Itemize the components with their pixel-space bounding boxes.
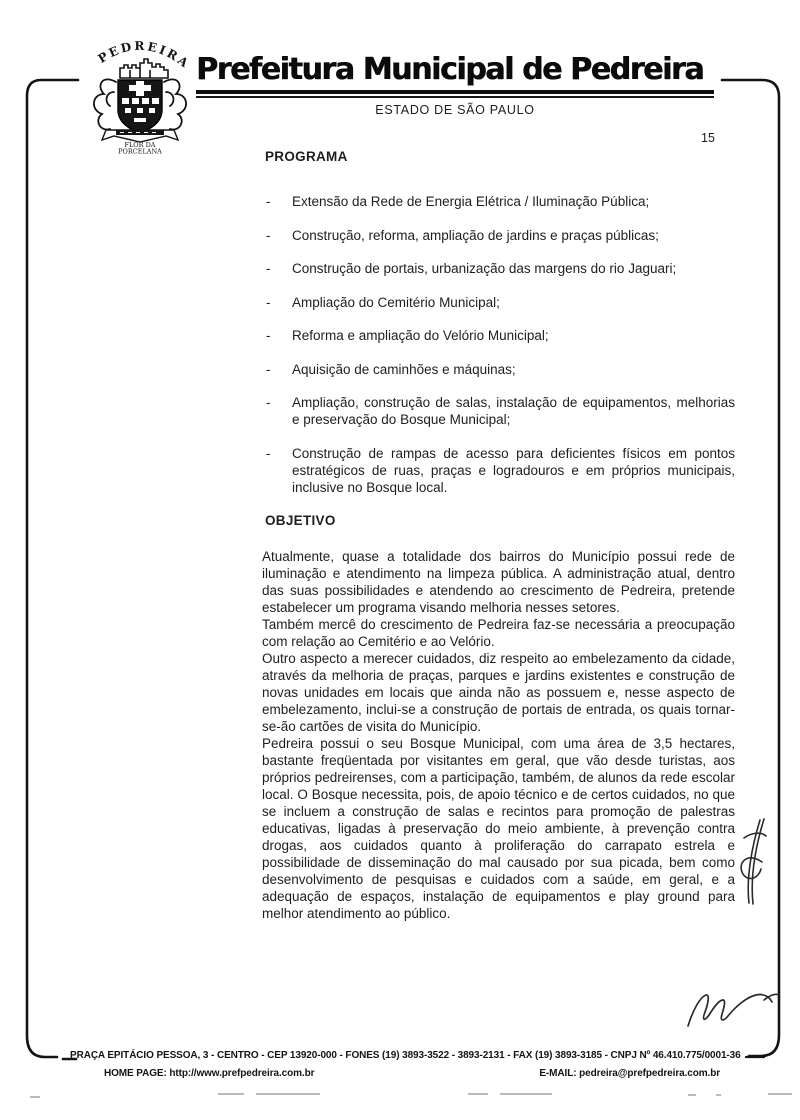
list-item-text: Construção, reforma, ampliação de jardins e praças públicas; xyxy=(292,227,659,243)
logo-motto-line1: FLOR DA xyxy=(124,141,156,149)
list-item xyxy=(262,361,735,378)
document-body xyxy=(262,148,735,922)
list-item-text: Construção de rampas de acesso para deficientes físicos em pontos estratégicos de ruas, praças e logradouros e em próprios municipais, inclusive no Bosque local. xyxy=(292,445,735,495)
title-underline-thick xyxy=(196,90,714,94)
list-item xyxy=(262,327,735,344)
bullet-dash: - xyxy=(266,328,271,343)
page-number: 15 xyxy=(701,131,715,145)
letterhead xyxy=(196,52,714,117)
list-item-text: Construção de portais, urbanização das margens do rio Jaguari; xyxy=(292,261,677,276)
scan-artifact xyxy=(256,1093,320,1095)
state-subtitle: ESTADO DE SÃO PAULO xyxy=(375,102,535,117)
list-item xyxy=(262,227,735,244)
title-underline-thin xyxy=(196,96,714,98)
list-item-text: Aquisição de caminhões e máquinas; xyxy=(292,361,516,377)
footer-email: E-MAIL: pedreira@prefpedreira.com.br xyxy=(539,1068,720,1079)
scan-artifact xyxy=(768,1093,792,1095)
page-title: Prefeitura Municipal de Pedreira xyxy=(196,52,704,87)
objetivo-text xyxy=(262,548,735,922)
coat-of-arms-icon xyxy=(82,30,198,154)
footer-address: PRAÇA EPITÁCIO PESSOA, 3 - CENTRO - CEP 13920-000 - FONES (19) 3893-3522 - 3893-2131 - FAX (19) 3893-3185 - CNPJ Nº 46.410.775/0001-36 xyxy=(70,1050,741,1061)
bullet-dash: - xyxy=(266,261,271,276)
bullet-dash: - xyxy=(266,361,271,377)
list-item-text: Ampliação, construção de salas, instalação de equipamentos, melhorias e preservação do Bosque Municipal; xyxy=(292,395,735,427)
signature-flourish xyxy=(688,994,779,1026)
bullet-dash: - xyxy=(266,445,271,461)
paragraph: Pedreira possui o seu Bosque Municipal, com uma área de 3,5 hectares, bastante freqüentada por visitantes em geral, que vão desde turistas, aos próprios pedreirenses, com a participação, também, de alunos da rede escolar local. O Bosque necessita, pois, de apoio técnico e de certos cuidados, no que se incluem a construção de salas e recintos para promoção de palestras educativas, ligadas à preservação do meio ambiente, à prevenção contra drogas, aos cuidados quanto à proliferação do carrapato estrela e possibilidade de disseminação do mal causado por sua picada, bem como desenvolvimento de pesquisas e cuidados com a saúde, em geral, e a adequação de espaços, instalação de equipamentos e play ground para melhor atendimento ao público. xyxy=(262,736,735,921)
scan-artifact xyxy=(500,1093,552,1095)
bullet-dash: - xyxy=(266,294,271,310)
list-item xyxy=(262,294,735,311)
list-item-text: Extensão da Rede de Energia Elétrica / Iluminação Pública; xyxy=(292,194,650,209)
scan-artifact xyxy=(468,1093,488,1095)
signature-mark xyxy=(741,819,766,904)
scan-artifact xyxy=(716,1094,721,1096)
paragraph: Outro aspecto a merecer cuidados, diz respeito ao embelezamento da cidade, através da melhoria de praças, parques e jardins existentes e construção de novas unidades em locais que ainda não as possuem e, nesse aspecto de embelezamento, inclui-se a construção de portais de entrada, os quais tornar-se-ão cartões de visita do Município. xyxy=(262,651,735,734)
scan-artifact xyxy=(30,1096,40,1098)
list-item xyxy=(262,445,735,496)
bullet-dash: - xyxy=(266,227,271,243)
scan-artifact xyxy=(218,1093,244,1095)
programa-list xyxy=(262,193,735,496)
logo-motto-line2: PORCELANA xyxy=(118,147,162,154)
bullet-dash: - xyxy=(266,395,271,410)
list-item xyxy=(262,260,735,277)
list-item xyxy=(262,193,735,210)
paragraph: Atualmente, quase a totalidade dos bairros do Município possui rede de iluminação e atendimento na limpeza pública. A administração atual, dentro das suas possibilidades e atendendo ao crescimento de Pedreira, pretende estabelecer um programa visando melhoria nesses setores. xyxy=(262,549,735,615)
logo-arc-text: PEDREIRA xyxy=(95,38,193,72)
footer-homepage: HOME PAGE: http://www.prefpedreira.com.br xyxy=(104,1068,315,1079)
objetivo-heading: OBJETIVO xyxy=(265,513,336,528)
list-item-text: Reforma e ampliação do Velório Municipal; xyxy=(292,328,549,343)
list-item xyxy=(262,394,735,428)
programa-heading: PROGRAMA xyxy=(265,149,348,164)
bullet-dash: - xyxy=(266,194,271,209)
list-item-text: Ampliação do Cemitério Municipal; xyxy=(292,294,500,310)
letterhead-footer xyxy=(0,1049,800,1080)
paragraph: Também mercê do crescimento de Pedreira faz-se necessária a preocupação com relação ao Cemitério e ao Velório. xyxy=(262,617,735,649)
scan-artifact xyxy=(688,1094,696,1096)
